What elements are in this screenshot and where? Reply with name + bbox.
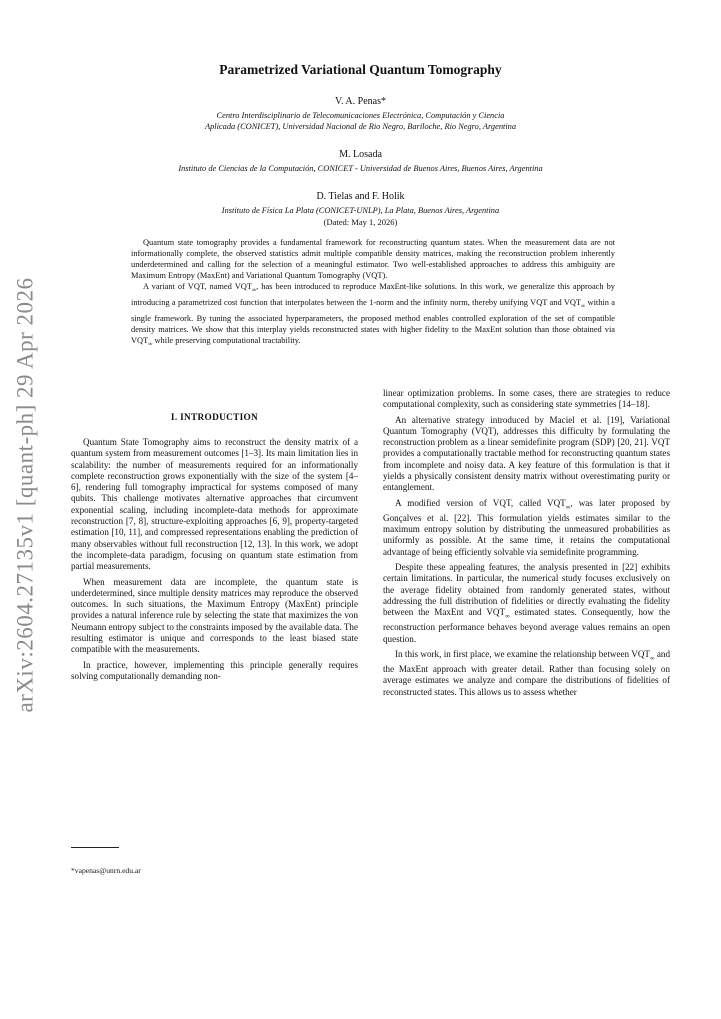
section-heading-introduction: I. INTRODUCTION <box>170 413 259 423</box>
author-2: M. Losada <box>339 149 382 160</box>
dated-line: (Dated: May 1, 2026) <box>323 217 398 227</box>
affiliation-2-line-1: Instituto de Ciencias de la Computación, CONICET - Universidad de Buenos Aires, Buenos Aires, Argentina <box>178 164 543 173</box>
right-column <box>383 388 670 702</box>
left-column <box>71 437 358 686</box>
intro-paragraph-2: When measurement data are incomplete, the quantum state is underdetermined, since multiple density matrices may reproduce the observed outcomes. In such situations, the Maximum Entropy (MaxEnt) principle provides a natural inference rule by selecting the state that maximizes the von Neumann entropy subject to the constraints imposed by the available data. The resulting estimator is unique and corresponds to the least biased state compatible with the measurements. <box>71 576 358 655</box>
intro-paragraph-3: In practice, however, implementing this principle generally requires solving computationally demanding non- <box>71 659 358 681</box>
affiliation-3-line-1: Instituto de Física La Plata (CONICET-UNLP), La Plata, Buenos Aires, Argentina <box>221 206 500 215</box>
paper-title: Parametrized Variational Quantum Tomography <box>219 62 502 77</box>
intro-paragraph-5: A modified version of VQT, called $VQT_\infty$, was later proposed by Gonçalves et al. [22]. This formulation yields estimates similar to the maximum entropy solution by distributing the unmeasured probabilities as uniformly as possible. At the same time, it retains the computational advantage of being efficiently solvable via semidefinite programming. <box>383 497 670 557</box>
intro-paragraph-7: In this work, in first place, we examine the relationship between $VQT_\infty$ and the MaxEnt approach with greater detail. Rather than focusing solely on average estimates we analyze and compare the distributions of fidelities of reconstructed states. This allows us to assess whether <box>383 648 670 697</box>
footnote-rule <box>71 847 119 848</box>
arxiv-side-stamp <box>8 277 44 713</box>
intro-paragraph-4: An alternative strategy introduced by Maciel et al. [19], Variational Quantum Tomography (VQT), addresses this difficulty by formulating the reconstruction problem as a linear semidefinite program (SDP) [20, 21]. VQT provides a computationally tractable method for reconstructing quantum states from incomplete and noisy data. A key feature of this formulation is that it yields a physically consistent density matrix without overestimating purity or entanglement. <box>383 414 670 493</box>
abstract <box>131 237 615 351</box>
intro-paragraph-6: Despite these appealing features, the analysis presented in [22] exhibits certain limitations. In particular, the numerical study focuses exclusively on the average fidelity obtained from randomly generated states, without addressing the full distribution of fidelities or directly evaluating the fidelity between the MaxEnt and $VQT_\infty$ estimated states. Consequently, how the reconstruction performance behaves beyond average values remains an open question. <box>383 561 671 644</box>
author-3: D. Tielas and F. Holik <box>316 191 405 202</box>
intro-paragraph-3-continued: linear optimization problems. In some cases, there are strategies to reduce computational complexity, such as considering state symmetries [14–18]. <box>383 388 670 410</box>
abstract-paragraph-2: A variant of VQT, named $VQT_\infty$, has been introduced to reproduce MaxEnt-like solutions. In this work, we generalize this approach by introducing a parametrized cost function that interpolates between the 1-norm and the infinity norm, thereby unifying VQT and $VQT_\infty$ within a single framework. By tuning the associated hyperparameters, the proposed method enables controlled exploration of the set of compatible density matrices. We show that this interplay yields reconstructed states with higher fidelity to the MaxEnt solution than those obtained via $VQT_\infty$ while preserving computational tractability. <box>131 282 615 348</box>
affiliation-1-line-2: Aplicada (CONICET), Universidad Nacional de Rio Negro, Bariloche, Rio Negro, Argentina <box>204 122 517 131</box>
intro-paragraph-1: Quantum State Tomography aims to reconstruct the density matrix of a quantum system from measurement outcomes [1–3]. Its main limitation lies in scalability: the number of measurements required for an informationally complete reconstruction grows exponentially with the size of the system [4–6], rendering full tomography impractical for systems composed of many qubits. This challenge motivates alternative approaches that circumvent exponential scaling, including incomplete-data methods for approximate reconstruction [7, 8], structure-exploiting approaches [6, 9], property-targeted estimation [10, 11], and compressed representations enabling the prediction of many observables without full reconstruction [12, 13]. In this work, we adopt the incomplete-data paradigm, focusing on quantum state estimation from partial measurements. <box>71 437 358 572</box>
author-1: V. A. Penas* <box>335 96 386 107</box>
arxiv-identifier: arXiv:2604.27135v1 [quant-ph] 29 Apr 2026 <box>13 277 38 713</box>
abstract-paragraph-1: Quantum state tomography provides a fundamental framework for reconstructing quantum states. When the measurement data are not informationally complete, the observed statistics admit multiple compatible density matrices, making the reconstruction problem inherently underdetermined and calling for the selection of a meaningful estimator. Two well-established approaches to address this ambiguity are Maximum Entropy (MaxEnt) and Variational Quantum Tomography (VQT). <box>131 238 615 281</box>
affiliation-1-line-1: Centro Interdisciplinario de Telecomunicaciones Electrónica, Computación y Ciencia <box>216 111 505 120</box>
footnote-email: *vapenas@unrn.edu.ar <box>71 866 141 875</box>
